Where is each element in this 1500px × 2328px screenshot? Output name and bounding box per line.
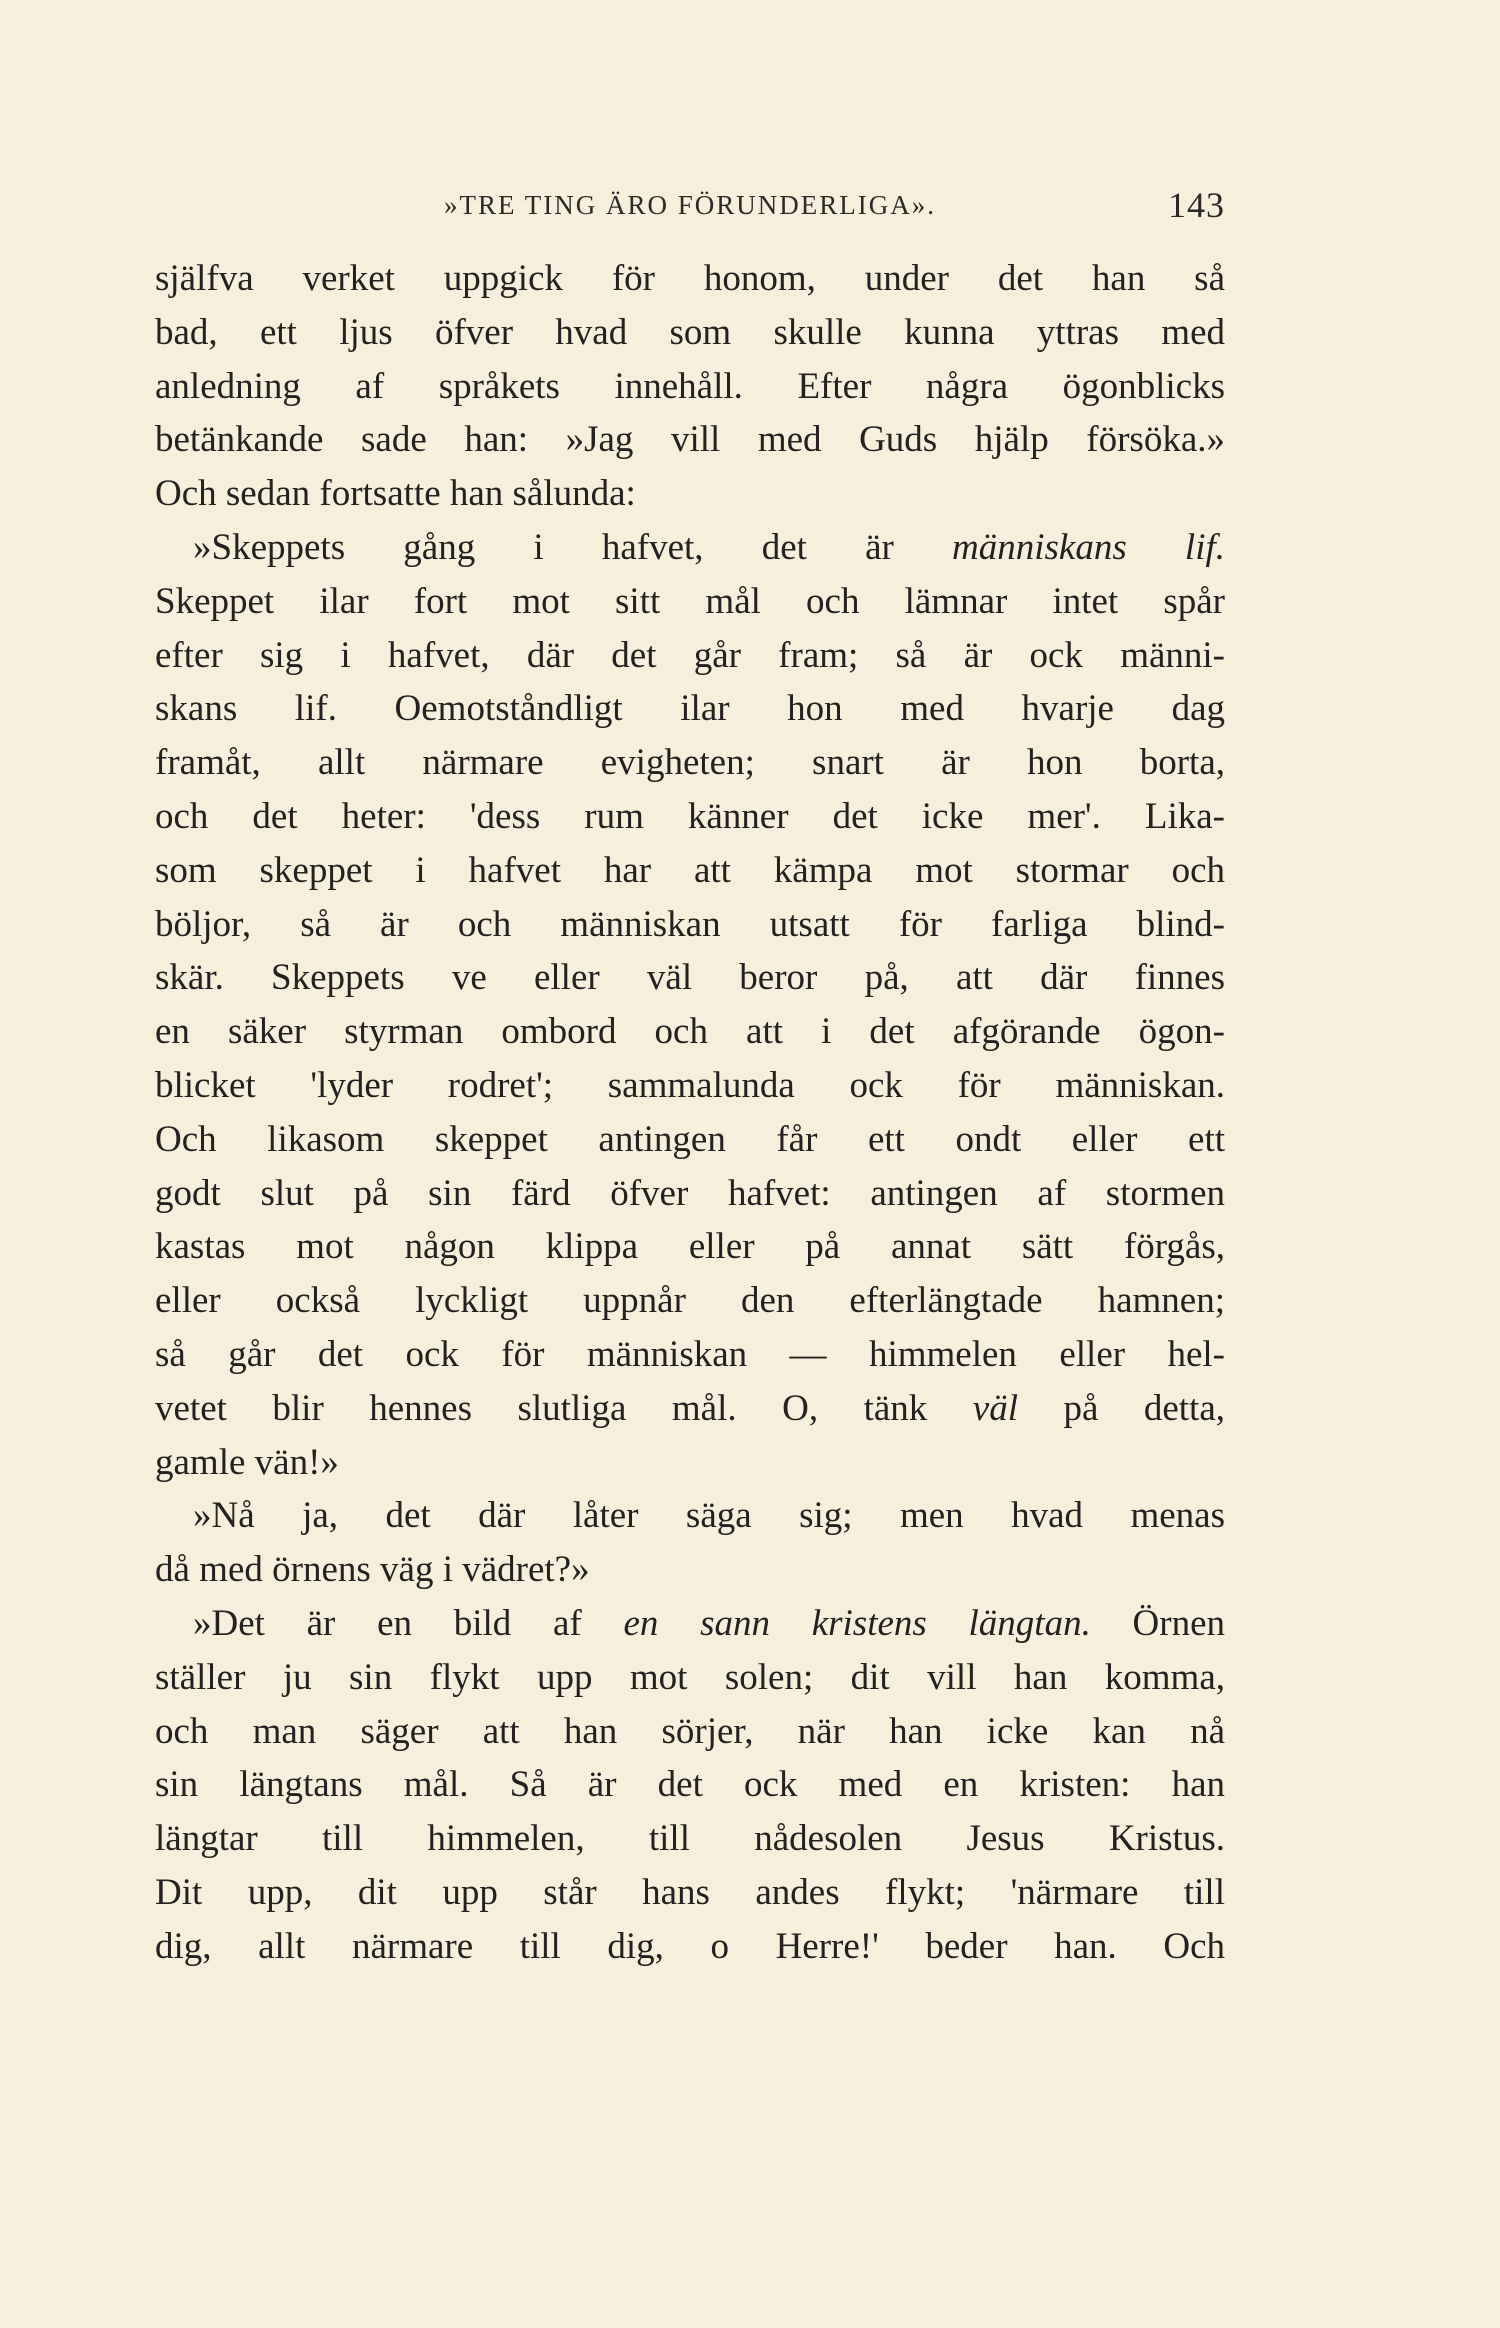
text-line: vetet blir hennes slutliga mål. O, tänk väl på detta, (155, 1387, 1226, 1429)
text-line: Och likasom skeppet antingen får ett ondt eller ett (155, 1118, 1225, 1160)
body-text (155, 252, 1225, 1974)
text-line: »Det är en bild af en sann kristens längtan. Örnen (193, 1602, 1226, 1644)
text-line: en säker styrman ombord och att i det afgörande ögon- (155, 1011, 1225, 1053)
text-line: och man säger att han sörjer, när han icke kan nå (155, 1710, 1225, 1752)
running-head (155, 182, 1225, 232)
text-line: efter sig i hafvet, där det går fram; så är ock männi- (155, 634, 1225, 676)
text-line: så går det ock för människan — himmelen eller hel- (155, 1333, 1225, 1375)
text-line: dig, allt närmare till dig, o Herre!' beder han. Och (155, 1925, 1225, 1967)
text-line: anledning af språkets innehåll. Efter några ögonblicks (155, 365, 1225, 407)
text-line: som skeppet i hafvet har att kämpa mot stormar och (155, 849, 1225, 891)
text-line: betänkande sade han: »Jag vill med Guds hjälp försöka.» (155, 419, 1225, 461)
text-line: Skeppet ilar fort mot sitt mål och lämnar intet spår (155, 580, 1225, 622)
text-line: ställer ju sin flykt upp mot solen; dit vill han komma, (155, 1656, 1225, 1698)
text-line: bad, ett ljus öfver hvad som skulle kunna yttras med (155, 311, 1225, 353)
text-line: Dit upp, dit upp står hans andes flykt; 'närmare till (155, 1871, 1225, 1913)
text-line: kastas mot någon klippa eller på annat sätt förgås, (155, 1226, 1225, 1268)
text-line: sin längtans mål. Så är det ock med en kristen: han (155, 1764, 1225, 1806)
text-line: framåt, allt närmare evigheten; snart är hon borta, (155, 742, 1225, 784)
page-number: 143 (1168, 185, 1225, 225)
text-line: själfva verket uppgick för honom, under det han så (155, 258, 1225, 299)
text-line: »Skeppets gång i hafvet, det är människans lif. (193, 526, 1226, 568)
text-line: »Nå ja, det där låter säga sig; men hvad menas (193, 1495, 1225, 1537)
text-line: godt slut på sin färd öfver hafvet: antingen af stormen (155, 1172, 1225, 1214)
text-line: skans lif. Oemotståndligt ilar hon med hvarje dag (155, 688, 1225, 730)
text-line: blicket 'lyder rodret'; sammalunda ock för människan. (155, 1064, 1225, 1106)
text-line: då med örnens väg i vädret?» (155, 1549, 590, 1591)
text-line: gamle vän!» (155, 1441, 339, 1483)
running-title: »TRE TING ÄRO FÖRUNDERLIGA». (444, 190, 936, 220)
text-line: Och sedan fortsatte han sålunda: (155, 473, 636, 515)
text-line: eller också lyckligt uppnår den efterlängtade hamnen; (155, 1280, 1225, 1322)
text-line: och det heter: 'dess rum känner det icke mer'. Lika- (155, 795, 1225, 837)
text-line: skär. Skeppets ve eller väl beror på, att där finnes (155, 957, 1225, 999)
text-line: längtar till himmelen, till nådesolen Jesus Kristus. (155, 1818, 1225, 1860)
text-line: böljor, så är och människan utsatt för farliga blind- (155, 903, 1225, 945)
